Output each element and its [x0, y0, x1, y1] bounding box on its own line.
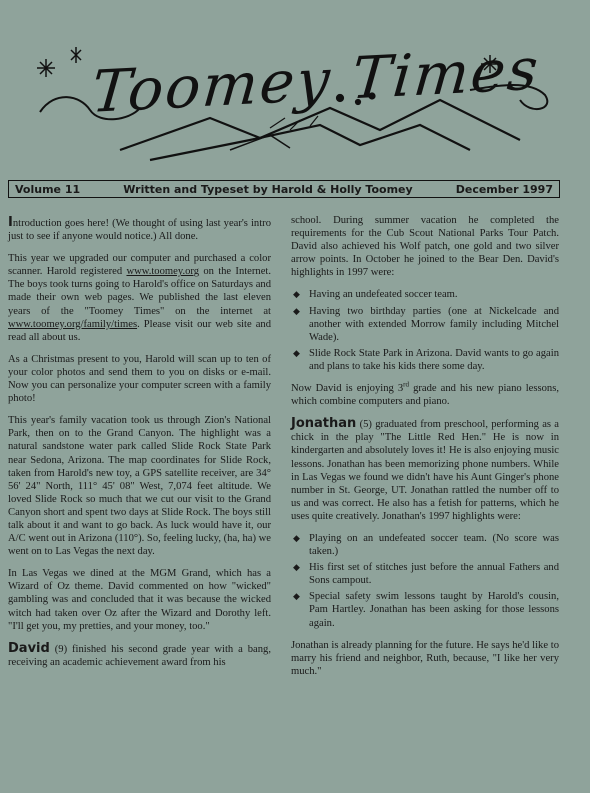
- david-highlights-list: [291, 288, 559, 373]
- list-item: ◆ Playing on an undefeated soccer team. (No score was taken.): [293, 532, 559, 558]
- christmas-paragraph: As a Christmas present to you, Harold will scan up to ten of your color photos and send them to you on disks or e-mail. Now you can personalize your computer screen with a family photo!: [8, 353, 271, 405]
- issue-date: December 1997: [455, 182, 553, 196]
- david-continued-paragraph: school. During summer vacation he completed the requirements for the Cub Scout National Parks Tour Patch. David also achieved his Wolf patch, one gold and two silver arrow points. In October he joined to the Bear Den. David's highlights in 1997 were:: [291, 215, 559, 279]
- diamond-bullet-icon: ◆: [293, 305, 300, 316]
- jonathan-heading: Jonathan: [291, 416, 357, 432]
- david-grade-paragraph: Now David is enjoying 3rd grade and his new piano lessons, which combine computers and piano.: [291, 380, 559, 408]
- list-item: ◆ His first set of stitches just before the annual Fathers and Sons campout.: [293, 562, 559, 587]
- list-item: ◆ Special safety swim lessons taught by Harold's cousin, Pam Hartley. Jonathan has been asking for those lessons again.: [293, 591, 559, 629]
- list-item: ◆ Having two birthday parties (one at Nickelcade and another with extended Morrow family including Mitchel Wade).: [293, 305, 559, 343]
- diamond-bullet-icon: ◆: [293, 591, 300, 602]
- masthead: [0, 0, 590, 180]
- las-vegas-paragraph: In Las Vegas we dined at the MGM Grand, which has a Wizard of Oz theme. David commented on how "wicked" gambling was and concluded that it was because the wicked witch had taken over Oz after the Wizard and Dorothy left. "I'll get you, my pretties, and your money, too.": [8, 568, 271, 632]
- list-item: ◆ Slide Rock State Park in Arizona. David wants to go again and plans to take his kids there some day.: [293, 347, 559, 372]
- right-column: [291, 214, 559, 687]
- list-item: ◆ Having an undefeated soccer team.: [293, 289, 458, 301]
- david-paragraph: David (9) finished his second grade year with a bang, receiving an academic achievement award from his: [8, 640, 271, 668]
- website-link[interactable]: www.toomey.org: [126, 266, 200, 278]
- volume-label: Volume 11: [15, 182, 81, 196]
- left-column: [8, 216, 271, 678]
- diamond-bullet-icon: ◆: [293, 289, 300, 300]
- jonathan-future-paragraph: Jonathan is already planning for the future. He says he'd like to marry his friend and neighbor, Ruth, because, "I like her very much.": [291, 639, 559, 677]
- jonathan-highlights-list: [291, 532, 559, 630]
- drop-cap: I: [8, 215, 13, 230]
- credit-label: Written and Typeset by Harold & Holly Toomey: [123, 182, 413, 196]
- diamond-bullet-icon: ◆: [293, 532, 300, 543]
- newsletter-title: Toomey Times: [89, 34, 543, 126]
- vacation-paragraph: This year's family vacation took us through Zion's National Park, then on to the Grand Canyon. The highlight was a natural sandstone water park called Slide Rock State Park near Sedona, Arizona. The map coordinates for Slide Rock, taken from Harold's new toy, a GPS satellite receiver, are 34° 56' 24" North, 111° 45' 08" West, 7,074 feet altitude. We loved Slide Rock so much that we cut our visit to the Grand Canyon short and spent two days at Slide Rock. The boys still talk about it and want to go back. As luck would have it, our A/C went out in Arizona (110°). So, feeling lucky, (ha, ha) we went on to Las Vegas the next day.: [8, 415, 271, 558]
- david-heading: David: [8, 640, 50, 656]
- diamond-bullet-icon: ◆: [293, 562, 300, 573]
- times-link[interactable]: www.toomey.org/family/times: [8, 318, 138, 330]
- intro-paragraph: Introduction goes here! (We thought of using last year's intro just to see if anyone would notice.) All done.: [8, 215, 271, 243]
- issue-banner: [8, 180, 560, 198]
- diamond-bullet-icon: ◆: [293, 347, 300, 358]
- jonathan-paragraph: Jonathan (5) graduated from preschool, performing as a chick in the play "The Little Red Hen." He is now in kindergarten and absolutely loves it! He is also enjoying music lessons. Jonathan has been memorizing phone numbers. While in Las Vegas we found we didn't have his Aunt Ginger's phone number in St. George, UT. Jonathan rattled the number off to us and was correct. He also has a fetish for patterns, which he uses quite creatively. Jonathan's 1997 highlights were:: [291, 416, 559, 522]
- computer-paragraph: This year we upgraded our computer and purchased a color scanner. Harold registered www.toomey.org on the Internet. The boys took turns going to Harold's office on Saturdays and made their own web pages. We published the last eleven years of the "Toomey Times" on the internet at www.toomey.org/family/times. Please visit our web site and read all about us.: [8, 253, 271, 343]
